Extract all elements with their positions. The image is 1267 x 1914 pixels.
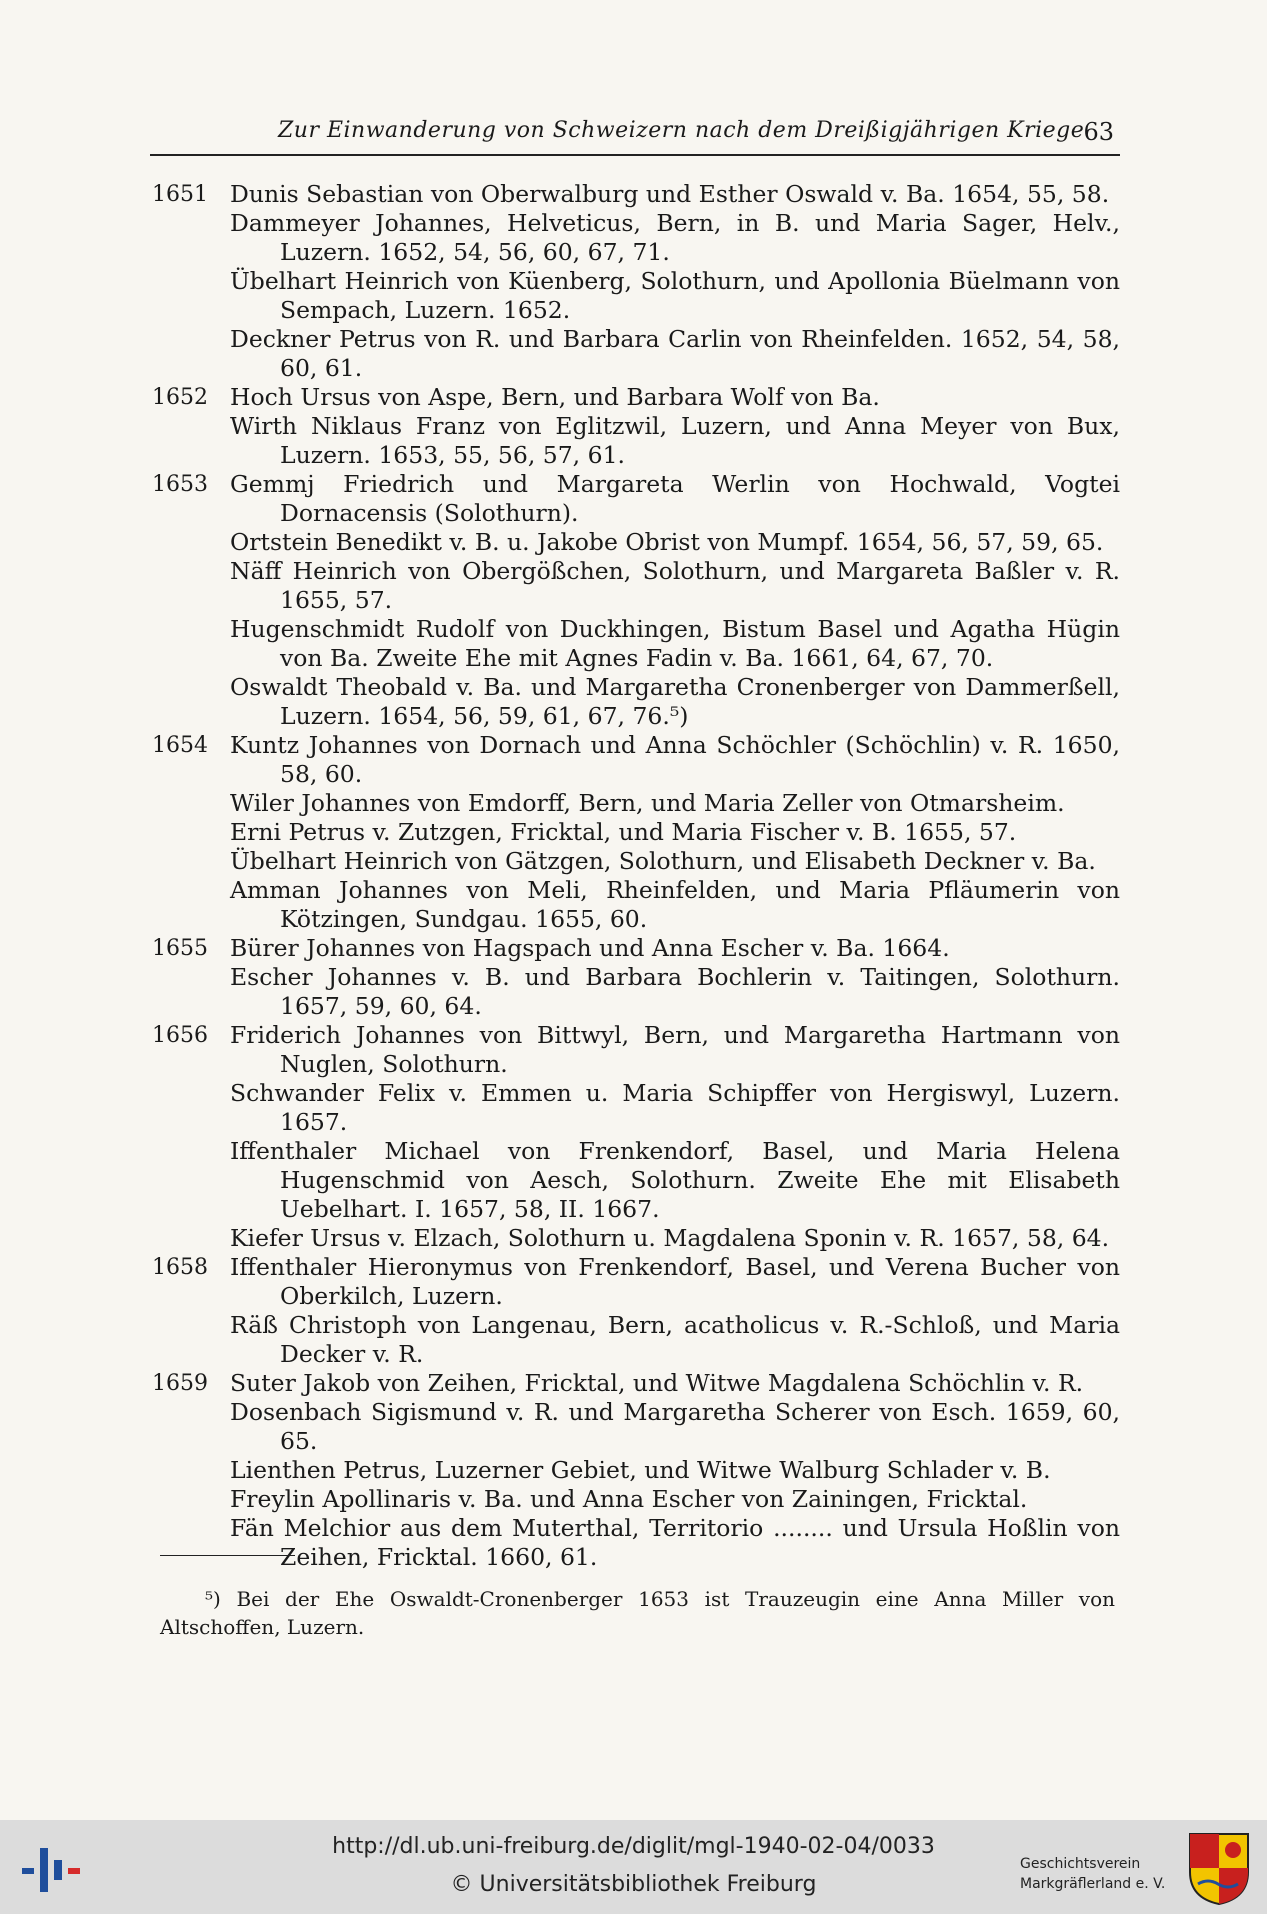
year-label: 1658	[152, 1255, 208, 1280]
list-item: Wirth Niklaus Franz von Eglitzwil, Luzern, und Anna Meyer von Bux, Luzern. 1653, 55, 56, 57, 61.	[230, 412, 1120, 469]
list-item: Amman Johannes von Meli, Rheinfelden, und Maria Pfläumerin von Kötzingen, Sundgau. 1655, 60.	[230, 876, 1120, 933]
year-group	[150, 1253, 1120, 1369]
year-group	[150, 1369, 1120, 1572]
year-label: 1656	[152, 1023, 208, 1048]
list-item: Fän Melchior aus dem Muterthal, Territorio ........ und Ursula Hoßlin von Zeihen, Fricktal. 1660, 61.	[230, 1514, 1120, 1571]
society-name-line: Markgräflerland e. V.	[1020, 1876, 1166, 1892]
list-item: Freylin Apollinaris v. Ba. und Anna Escher von Zainingen, Fricktal.	[230, 1485, 1028, 1513]
register-entries	[150, 180, 1120, 1572]
list-item: Übelhart Heinrich von Küenberg, Solothurn, und Apollonia Büelmann von Sempach, Luzern. 1652.	[230, 267, 1120, 324]
footnote-divider	[160, 1555, 295, 1556]
running-head	[150, 118, 1120, 156]
list-item: Schwander Felix v. Emmen u. Maria Schipffer von Hergiswyl, Luzern. 1657.	[230, 1079, 1120, 1136]
list-item: Übelhart Heinrich von Gätzgen, Solothurn, und Elisabeth Deckner v. Ba.	[230, 847, 1096, 875]
page-number: 63	[1083, 118, 1114, 146]
year-label: 1659	[152, 1371, 208, 1396]
list-item: Wiler Johannes von Emdorff, Bern, und Maria Zeller von Otmarsheim.	[230, 789, 1065, 817]
society-name	[1020, 1854, 1180, 1894]
list-item: Dunis Sebastian von Oberwalburg und Esther Oswald v. Ba. 1654, 55, 58.	[230, 180, 1110, 208]
year-label: 1651	[152, 182, 208, 207]
viewer-footer	[0, 1820, 1267, 1914]
year-group	[150, 383, 1120, 470]
running-title: Zur Einwanderung von Schweizern nach dem Dreißigjährigen Kriege	[278, 118, 1085, 143]
list-item: Ortstein Benedikt v. B. u. Jakobe Obrist von Mumpf. 1654, 56, 57, 59, 65.	[230, 528, 1104, 556]
list-item: Dammeyer Johannes, Helveticus, Bern, in B. und Maria Sager, Helv., Luzern. 1652, 54, 56, 60, 67, 71.	[230, 209, 1120, 266]
list-item: Näff Heinrich von Obergößchen, Solothurn, und Margareta Baßler v. R. 1655, 57.	[230, 557, 1120, 614]
list-item: Friderich Johannes von Bittwyl, Bern, und Margaretha Hartmann von Nuglen, Solothurn.	[230, 1021, 1120, 1078]
year-group	[150, 180, 1120, 383]
year-group	[150, 934, 1120, 1021]
year-group	[150, 470, 1120, 731]
list-item: Deckner Petrus von R. und Barbara Carlin von Rheinfelden. 1652, 54, 58, 60, 61.	[230, 325, 1120, 382]
list-item: Oswaldt Theobald v. Ba. und Margaretha Cronenberger von Dammerßell, Luzern. 1654, 56, 59, 61, 67, 76.⁵)	[230, 673, 1120, 730]
list-item: Hugenschmidt Rudolf von Duckhingen, Bistum Basel und Agatha Hügin von Ba. Zweite Ehe mit Agnes Fadin v. Ba. 1661, 64, 67, 70.	[230, 615, 1120, 672]
year-label: 1654	[152, 733, 208, 758]
list-item: Kiefer Ursus v. Elzach, Solothurn u. Magdalena Sponin v. R. 1657, 58, 64.	[230, 1224, 1110, 1252]
list-item: Suter Jakob von Zeihen, Fricktal, und Witwe Magdalena Schöchlin v. R.	[230, 1369, 1084, 1397]
society-name-line: Geschichtsverein	[1020, 1856, 1141, 1872]
year-label: 1655	[152, 936, 208, 961]
list-item: Erni Petrus v. Zutzgen, Fricktal, und Maria Fischer v. B. 1655, 57.	[230, 818, 1017, 846]
footnote: ⁵) Bei der Ehe Oswaldt-Cronenberger 1653 ist Trauzeugin eine Anna Miller von Altschoffen, Luzern.	[160, 1587, 1115, 1639]
year-group	[150, 731, 1120, 934]
list-item: Escher Johannes v. B. und Barbara Bochlerin v. Taitingen, Solothurn. 1657, 59, 60, 64.	[230, 963, 1120, 1020]
list-item: Kuntz Johannes von Dornach und Anna Schöchler (Schöchlin) v. R. 1650, 58, 60.	[230, 731, 1120, 788]
permalink-url[interactable]: http://dl.ub.uni-freiburg.de/diglit/mgl-1940-02-04/0033	[332, 1834, 935, 1859]
list-item: Dosenbach Sigismund v. R. und Margaretha Scherer von Esch. 1659, 60, 65.	[230, 1398, 1120, 1455]
list-item: Iffenthaler Michael von Frenkendorf, Basel, und Maria Helena Hugenschmid von Aesch, Solothurn. Zweite Ehe mit Elisabeth Uebelhart. I. 1657, 58, II. 1667.	[230, 1137, 1120, 1223]
coat-of-arms-icon	[1188, 1832, 1250, 1906]
list-item: Hoch Ursus von Aspe, Bern, und Barbara Wolf von Ba.	[230, 383, 880, 411]
list-item: Gemmj Friedrich und Margareta Werlin von Hochwald, Vogtei Dornacensis (Solothurn).	[230, 470, 1120, 527]
year-label: 1653	[152, 472, 208, 497]
list-item: Lienthen Petrus, Luzerner Gebiet, und Witwe Walburg Schlader v. B.	[230, 1456, 1051, 1484]
year-label: 1652	[152, 385, 208, 410]
list-item: Bürer Johannes von Hagspach und Anna Escher v. Ba. 1664.	[230, 934, 950, 962]
list-item: Iffenthaler Hieronymus von Frenkendorf, Basel, und Verena Bucher von Oberkilch, Luzern.	[230, 1253, 1120, 1310]
year-group	[150, 1021, 1120, 1253]
list-item: Räß Christoph von Langenau, Bern, acatholicus v. R.-Schloß, und Maria Decker v. R.	[230, 1311, 1120, 1368]
copyright-notice: © Universitätsbibliothek Freiburg	[450, 1872, 817, 1897]
